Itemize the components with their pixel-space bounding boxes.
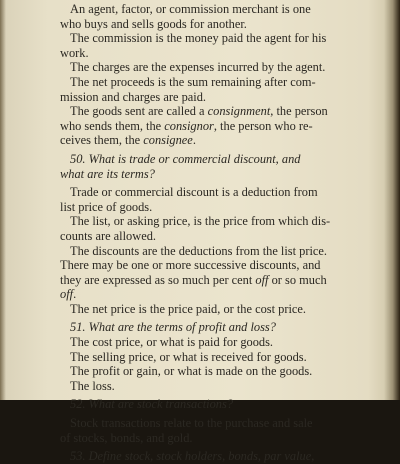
italic-term: consignee [143, 133, 193, 148]
text-line: The cost price, or what is paid for goods. [70, 335, 274, 350]
text-line: ceives them, the consignee. [60, 133, 196, 148]
text-line: The goods sent are called a consignment, the person [70, 104, 328, 119]
text-line: work. [60, 45, 89, 60]
text-line: who sends them, the consignor, the person who re- [60, 118, 313, 133]
text-line: The discounts are the deductions from the list price. [70, 243, 328, 258]
text-line: The selling price, or what is received for goods. [70, 349, 307, 364]
text-line: The loss. [70, 378, 115, 393]
text-line: they are expressed as so much per cent off or so much [60, 272, 327, 287]
italic-term: off [255, 272, 269, 287]
text-line: The charges are the expenses incurred by the agent. [70, 60, 326, 75]
text-line: The commission is the money paid the agent for his [70, 31, 327, 46]
text-line: The list, or asking price, is the price from which dis- [70, 214, 331, 229]
text-line: The net price is the price paid, or the cost price. [70, 301, 307, 316]
text-line: of stocks, bonds, and gold. [60, 430, 193, 445]
text-line: The profit or gain, or what is made on the goods. [70, 364, 313, 379]
italic-term: off [60, 287, 74, 302]
text-line: who buys and sells goods for another. [60, 16, 247, 31]
question-heading: 51. What are the terms of profit and loss? [70, 320, 276, 335]
page-edge-shadow [384, 0, 400, 400]
question-heading: 52. What are stock transactions? [70, 397, 234, 412]
page-spine-shadow [0, 0, 6, 400]
page-text [60, 2, 358, 464]
question-heading: 53. Define stock, stock holders, bonds, par value, [70, 449, 315, 464]
italic-term: consignor [164, 118, 214, 133]
question-heading: what are its terms? [60, 166, 155, 181]
text-line: An agent, factor, or commission merchant is one [70, 2, 311, 16]
text-line: list price of goods. [60, 199, 153, 214]
question-heading: 50. What is trade or commercial discount, and [70, 151, 301, 166]
text-line: mission and charges are paid. [60, 89, 207, 104]
text-line: The net proceeds is the sum remaining after com- [70, 74, 316, 89]
text-line: Trade or commercial discount is a deduction from [70, 185, 318, 200]
text-line: There may be one or more successive discounts, and [60, 258, 321, 273]
text-line: Stock transactions relate to the purchase and sale [70, 416, 313, 431]
text-line: off. [60, 287, 77, 302]
italic-term: consignment [207, 104, 271, 119]
text-line: counts are allowed. [60, 228, 156, 243]
